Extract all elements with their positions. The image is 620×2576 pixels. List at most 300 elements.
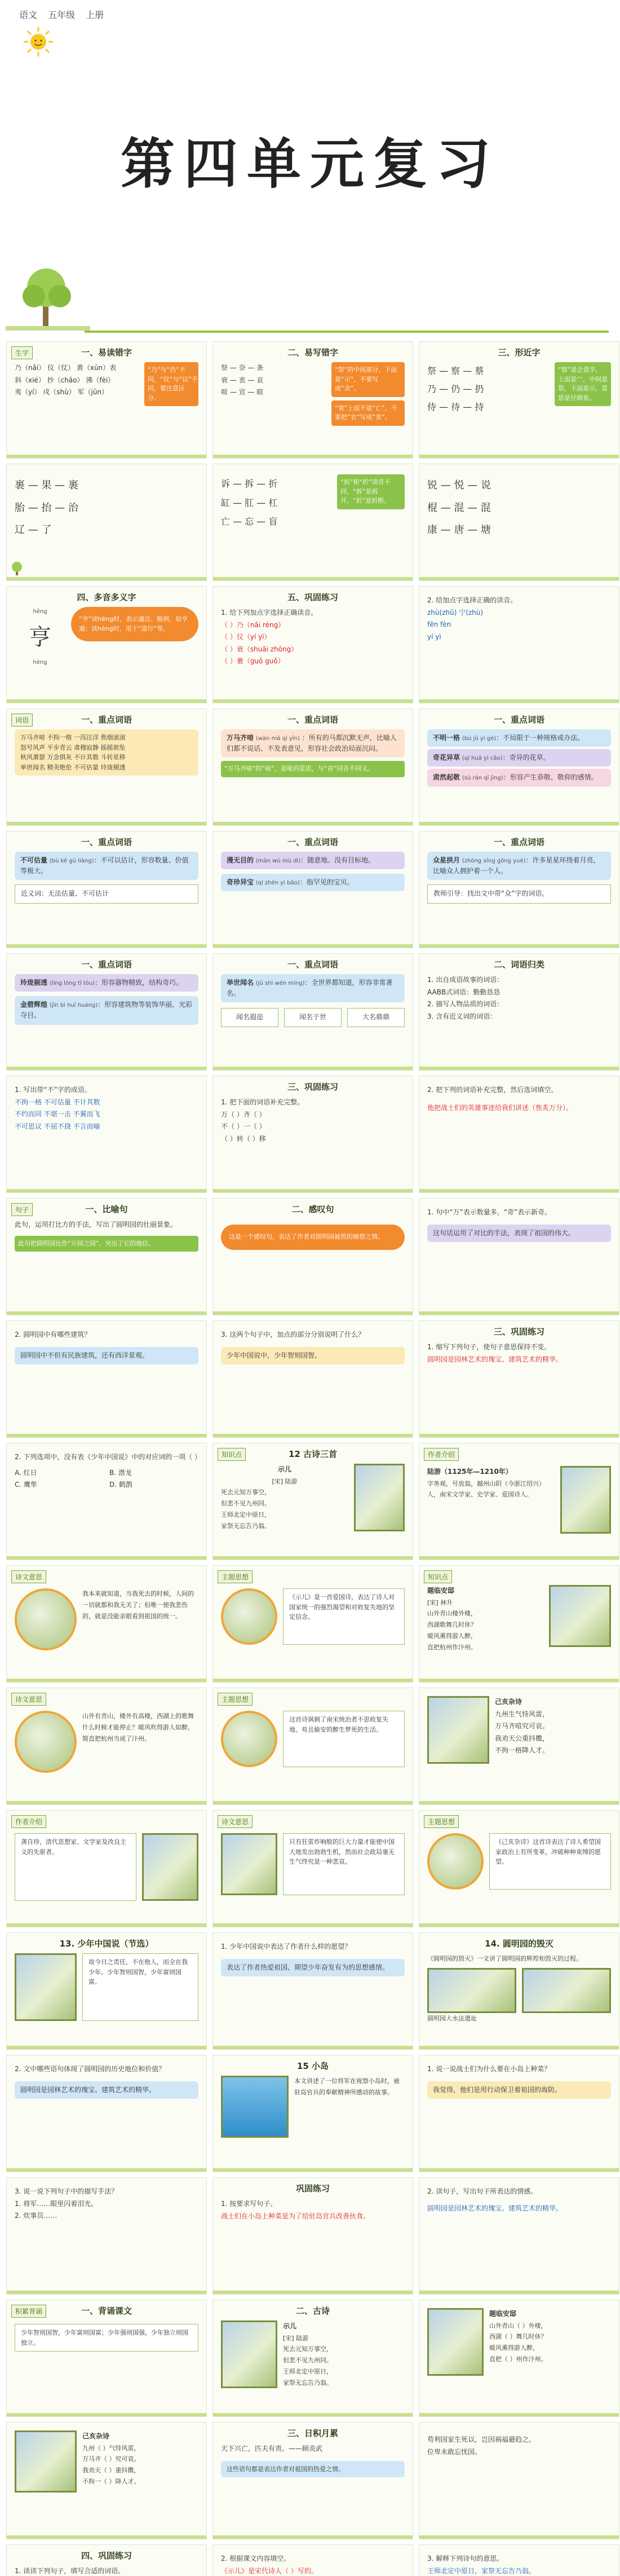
- term-1-pinyin: (màn wú mù dì): [255, 858, 301, 864]
- slide-body: [15, 852, 198, 940]
- slide-body: [221, 1464, 405, 1552]
- term-meaning: ：所有的马都沉默无声，比喻人们都不说话、不发表意见，形容社会政治局面沉闷。: [227, 734, 397, 753]
- term-2-meaning: ：形容建筑物等装饰华丽，光彩夺目。: [20, 1001, 193, 1020]
- line-2: 不约而同 不堪一击 不翼而飞: [15, 1110, 100, 1119]
- note-bubble: “亨”读hēng时，表示通达、顺利，如亨通；读hèng时，用于“道行”等。: [71, 607, 198, 641]
- line-3: 亡 — 忘 — 盲: [221, 516, 278, 527]
- slide-poem-theme-2[interactable]: [212, 1688, 413, 1805]
- slide-body: [427, 974, 611, 1062]
- slide-title: 二、词语归类: [493, 959, 544, 970]
- definition-box-1: [427, 729, 611, 747]
- term-1: 玲珑剔透: [20, 979, 48, 987]
- slide-daily-accumulation[interactable]: [212, 2422, 413, 2539]
- slide-yuanmingyuan-question[interactable]: [6, 2055, 207, 2172]
- slide-title: 一、重点词语: [81, 959, 132, 970]
- slide-title: 15 小岛: [296, 2061, 329, 2071]
- slide-similar-chars-4[interactable]: [419, 464, 619, 581]
- lesson-text: 故今日之责任，不在他人，而全在我少年。少年智则国智，少年富则国富。: [82, 1953, 198, 2021]
- slide-body: [221, 474, 405, 573]
- slide-sentence-analysis[interactable]: [419, 1198, 619, 1315]
- term-meaning: ：全世界都知道，形容非常著名。: [227, 979, 393, 998]
- slide-tag: 主题思想: [218, 1570, 253, 1583]
- poem-line-3: 王师北定中原日，: [221, 1511, 271, 1518]
- quote: 天下兴亡，匹夫有责。——顾炎武: [221, 2445, 323, 2452]
- slide-body: [15, 2186, 198, 2286]
- slide-choice-question[interactable]: [6, 1443, 207, 1560]
- lesson-illustration: [15, 1953, 77, 2021]
- term-2-pinyin: (qí huā yì cǎo): [462, 755, 503, 762]
- slide-practice-4[interactable]: [419, 1076, 619, 1193]
- term-1-meaning: ：随意地、没有目标地。: [300, 856, 375, 864]
- slide-metaphor[interactable]: [6, 1198, 207, 1315]
- term: 众星拱月: [433, 856, 460, 864]
- slide-poem-lin-an[interactable]: [419, 1565, 619, 1683]
- slide-key-word-3[interactable]: [6, 831, 207, 948]
- slide-body: [221, 729, 405, 817]
- slide-body: [427, 2553, 611, 2576]
- slide-title: 一、重点词语: [81, 715, 132, 725]
- term-pinyin: (wàn mǎ qí yīn): [255, 736, 300, 742]
- answer: 战士们在小岛上种菜是为了给驻岛官兵改善伙食。: [221, 2212, 370, 2220]
- slide-title: 14. 圆明园的毁灭: [485, 1939, 553, 1949]
- line-1: 裹 — 果 — 裹: [15, 479, 78, 491]
- slide-practice-2[interactable]: [419, 586, 619, 703]
- poem-illustration: [427, 1696, 489, 1764]
- term-2: 奇花异草: [433, 754, 460, 762]
- slide-title: 一、比喻句: [85, 1204, 128, 1214]
- poem-line-4: 不拘一（ ）降人才。: [82, 2477, 140, 2485]
- poem-author: [宋] 林升: [427, 1599, 453, 1606]
- slide-title: 三、巩固练习: [493, 1327, 544, 1337]
- term: 举世闻名: [227, 979, 254, 987]
- term-pinyin: (bù kě gū liàng): [49, 858, 94, 864]
- slide-key-word-1[interactable]: [212, 708, 413, 826]
- line-3: （ ）转（ ）移: [221, 1134, 266, 1143]
- slide-title: 一、重点词语: [287, 715, 338, 725]
- definition-box: [15, 852, 198, 880]
- slide-body: [427, 1585, 611, 1674]
- line-2: 乃 — 仍 — 扔: [427, 384, 484, 394]
- slide-tag: 诗文意思: [218, 1815, 253, 1828]
- slide-author-gong[interactable]: [6, 1810, 207, 1927]
- poem-line-4: 家祭无忘告乃翁。: [221, 1522, 271, 1530]
- slide-body: [15, 474, 198, 573]
- author-bio: 字务观，号放翁，越州山阴（今浙江绍兴）人，南宋文学家、史学家、爱国诗人。: [427, 1479, 545, 1499]
- poem-title: 题临安邸: [427, 1587, 455, 1595]
- option-b[interactable]: B. 潜龙: [109, 1468, 132, 1477]
- question: 2. 文中哪些语句体现了圆明园的历史地位和价值？: [15, 2065, 166, 2073]
- line-2: 斜（xié） 抄（chāo） 沸（fèi）: [15, 376, 115, 384]
- meaning-text: 我本来就知道，当我死去的时候，人间的一切就都和我无关了；但唯一使我悲伤的，就是没能亲眼看到祖国的统一。: [82, 1590, 194, 1620]
- slide-poem-fill-2[interactable]: [6, 2422, 207, 2539]
- photo-ruins: [427, 1968, 516, 2013]
- term-2-pinyin: (jīn bì huī huáng): [49, 1002, 98, 1009]
- slide-key-word-6[interactable]: [6, 953, 207, 1071]
- answer-box: 表达了作者热爱祖国、期望少年奋发有为的思想感情。: [221, 1959, 405, 1976]
- slide-body: [427, 1084, 611, 1184]
- line-1: 乃（nǎi） 仪（仗） 黄（xūn）表: [15, 364, 117, 372]
- question: 1. 按要求写句子。: [221, 2200, 277, 2208]
- term-pinyin: (zhòng xīng gǒng yuè): [462, 858, 526, 864]
- slide-poem-theme-1[interactable]: [212, 1565, 413, 1683]
- slide-body: [15, 2430, 198, 2531]
- question: 3. 解释下列诗句的意思。: [427, 2555, 504, 2562]
- slide-title: 四、巩固练习: [81, 2551, 132, 2561]
- term-3-meaning: ：形容产生恭敬、敬仰的感情。: [503, 773, 598, 782]
- line-2: 2. 炊事员……: [15, 2212, 57, 2220]
- slide-island-question[interactable]: [419, 2055, 619, 2172]
- slide-body: [15, 1588, 198, 1674]
- option-2: 闻名于世: [284, 1008, 342, 1027]
- term-3: 肃然起敬: [433, 773, 460, 782]
- line-1: 祭 — 察 — 蔡: [427, 366, 484, 376]
- line-3: 夷（yí） 戍（shù） 军（jūn）: [15, 388, 109, 397]
- note-bubble: 这是一个感叹句，表达了作者对圆明园被毁的痛惜之情。: [221, 1225, 405, 1250]
- slide-body: [427, 852, 611, 940]
- term-2-pinyin: (qí zhēn yì bǎo): [255, 880, 300, 887]
- slide-poem-jihai[interactable]: [419, 1688, 619, 1805]
- slide-key-words-list[interactable]: [6, 708, 207, 826]
- line-1: 诉 — 拆 — 折: [221, 478, 278, 489]
- line-2: fēn fèn: [427, 620, 451, 629]
- slide-body: [15, 1329, 198, 1429]
- slide-tag: 作者介绍: [11, 1815, 46, 1828]
- line-3: 不可思议 不屈不挠 不言而喻: [15, 1122, 100, 1130]
- note-box: “拆”和“折”读音不同，“拆”是拆开，“折”是折断。: [337, 474, 405, 509]
- line-4: 3. 含有近义词的词语：: [427, 1012, 497, 1020]
- slide-author-luyou[interactable]: [419, 1443, 619, 1560]
- line-3: 秋风萧瑟 万念俱灰 不计其数 斗转星移: [20, 754, 126, 761]
- line-3: 2. 描写人物品质的词语：: [427, 1000, 504, 1009]
- slide-yuanmingyuan[interactable]: [419, 1932, 619, 2050]
- slide-body: [221, 2443, 405, 2531]
- slide-body: [15, 1084, 198, 1184]
- tree-icon: [6, 265, 90, 333]
- slides-grid: [0, 341, 620, 2576]
- slide-body: [15, 2565, 198, 2576]
- slide-key-word-2[interactable]: [419, 708, 619, 826]
- slide-body: [221, 1941, 405, 2041]
- line-2: 棍 — 混 — 混: [427, 501, 491, 514]
- line-1: 不拘一格 不可估量 不计其数: [15, 1098, 100, 1106]
- poem-illustration: [354, 1464, 405, 1531]
- slide-title: 一、重点词语: [493, 715, 544, 725]
- line-1: 1. 出自成语故事的词语：: [427, 976, 504, 984]
- option-d[interactable]: D. 鹤鹊: [109, 1481, 132, 1489]
- theme-text: 这首诗讽刺了南宋统治者不思收复失地、苟且偷安的醉生梦死的生活。: [283, 1711, 405, 1767]
- option-1: 闻名遐迩: [221, 1008, 278, 1027]
- polyphonic-char: 亨: [29, 624, 51, 650]
- slide-poem-meaning-2[interactable]: [6, 1688, 207, 1805]
- slide-body: [221, 1711, 405, 1796]
- line-2: 胎 — 抬 — 治: [15, 501, 78, 514]
- slide-body: [427, 1341, 611, 1429]
- meaning-text: 山外有青山，楼外有高楼，西湖上的歌舞什么时候才能停止？暖风吹得游人如醉，简直把杭州当成了汴州。: [82, 1712, 194, 1742]
- slide-body: [15, 1451, 202, 1552]
- slide-poem-meaning-3[interactable]: [212, 1810, 413, 1927]
- slide-title: 三、日积月累: [287, 2428, 338, 2438]
- slide-body: [221, 1219, 405, 1307]
- term-3-pinyin: (sù rán qǐ jìng): [462, 775, 503, 782]
- slide-word-classification[interactable]: [419, 953, 619, 1071]
- slide-similar-chars-2[interactable]: [6, 464, 207, 581]
- option-c[interactable]: C. 鹰隼: [15, 1481, 38, 1489]
- note-box: “万马齐喑”的“喑”，是哑的意思，与“音”同音不同义。: [221, 761, 405, 777]
- note-box: 近义词：无法估量、不可估计: [15, 884, 198, 903]
- slide-poem-meaning-1[interactable]: [6, 1565, 207, 1683]
- term-meaning: ：许多星星环绕着月亮，比喻众人拥护着一个人。: [433, 856, 600, 875]
- poem-illustration: [427, 2308, 484, 2376]
- quote-1: 苟利国家生死以，岂因祸福避趋之。: [427, 2436, 536, 2443]
- note-box: “乃”与“仍”不同，“仪”与“议”不同，要注意区分。: [144, 362, 198, 406]
- answer-box: 少年中国说中，少年智则国智。: [221, 1347, 405, 1364]
- slide-body: [15, 2063, 198, 2164]
- reading-1: hēng: [33, 609, 47, 615]
- term-1-meaning: ：不局限于一种规格或办法。: [496, 734, 584, 742]
- poem-title: 己亥杂诗: [495, 1698, 522, 1706]
- poem-line-2: 但悲不见九州同。: [221, 1500, 271, 1508]
- term-1-meaning: ：形容器物精致，结构奇巧。: [95, 979, 183, 987]
- poem-line-2: 万马齐喑究可哀。: [495, 1722, 550, 1730]
- meaning-text: 只有狂雷炸响般的巨大力量才能使中国大地发出勃勃生机，然而社会政局毫无生气终究是一种悲哀。: [283, 1833, 405, 1895]
- term-meaning: ：不可以估计，形容数量、价值等极大。: [20, 856, 189, 875]
- definition-box-1: [221, 852, 405, 869]
- slide-body: [427, 729, 611, 817]
- slide-tag: 知识点: [424, 1570, 452, 1583]
- slide-body: [221, 2198, 405, 2286]
- note-box: 这句话运用了对比的手法，表现了祖国的伟大。: [427, 1225, 611, 1242]
- slide-practice-7[interactable]: [419, 2177, 619, 2295]
- slide-tag: 诗文意思: [11, 1570, 46, 1583]
- lesson-text: 《圆明园的毁灭》一文讲了圆明园的辉煌和毁灭的过程。: [427, 1955, 582, 1962]
- poem-line-2: 万马齐（ ）究可哀。: [82, 2455, 140, 2463]
- slide-tag: 句子: [11, 1203, 33, 1216]
- line-1: 1. 将军……眼里闪着泪光。: [15, 2199, 98, 2208]
- definition-box: [221, 729, 405, 758]
- slide-body: [15, 607, 198, 695]
- slide-young-china[interactable]: [6, 1932, 207, 2050]
- poem-line-1: 九州（ ）气恃风雷，: [82, 2444, 140, 2452]
- slide-exclamation[interactable]: [212, 1198, 413, 1315]
- slide-question-young-china[interactable]: [212, 1320, 413, 1438]
- slide-easy-misread[interactable]: [6, 341, 207, 459]
- words-box: [15, 729, 198, 776]
- slide-practice-3[interactable]: [212, 1076, 413, 1193]
- slide-ancient-poem[interactable]: [212, 2300, 413, 2417]
- answer: 圆明园是园林艺术的瑰宝、建筑艺术的精华。: [427, 2204, 563, 2212]
- slide-title: [7, 346, 206, 358]
- note-box: 这些语句都是表达作者对祖国的热爱之情。: [221, 2461, 405, 2478]
- poem-line-3: 王师北定中原日，: [283, 2367, 333, 2375]
- line-1: 祭 — 奈 — 条: [221, 364, 264, 372]
- item-3: （ ）衰（shuāi zhōng）: [221, 645, 298, 653]
- grade-label: 五年级: [48, 10, 76, 20]
- recite-text: 少年智则国智，少年富则国富；少年强则国强，少年独立则国独立。: [15, 2324, 198, 2352]
- slide-body: [15, 1953, 198, 2041]
- line-3: yí yì: [427, 632, 441, 641]
- cover-slide: [0, 0, 620, 338]
- photo-caption: 圆明园大水法遗址: [427, 2014, 477, 2022]
- slide-body: [427, 2186, 611, 2286]
- poem-line-4: 家祭无忘告乃翁。: [283, 2379, 333, 2386]
- question: 1. 少年中国说中表达了作者什么样的愿望？: [221, 1943, 352, 1950]
- slide-description-methods[interactable]: [6, 2177, 207, 2295]
- line-1: 锐 — 悦 — 说: [427, 479, 491, 491]
- slide-body: [221, 1833, 405, 1919]
- line-3: 喧 — 宣 — 暄: [221, 388, 264, 397]
- poem-author: [宋] 陆游: [283, 2334, 309, 2342]
- slide-key-word-5[interactable]: [419, 831, 619, 948]
- poem-line-4: 不拘一格降人才。: [495, 1746, 550, 1755]
- cover-header: [19, 8, 112, 21]
- slide-body: [221, 2320, 405, 2408]
- subject-label: 语文: [19, 10, 38, 20]
- slide-body: [221, 974, 405, 1062]
- tree-icon: [10, 561, 24, 576]
- slide-practice-1[interactable]: [212, 586, 413, 703]
- poem-line-4: 直把（ ）州作汴州。: [489, 2355, 547, 2363]
- slide-practice-9[interactable]: [212, 2544, 413, 2576]
- poem-line-2: 但悲不见九州同。: [283, 2357, 333, 2364]
- slide-practice-6[interactable]: [212, 2177, 413, 2295]
- slide-practice-5[interactable]: [419, 1320, 619, 1438]
- poem-line-1: 九州生气恃风雷，: [495, 1710, 550, 1718]
- slide-title: 一、背诵课文: [81, 2306, 132, 2316]
- item-4: （ ）裹（guǒ guǒ）: [221, 657, 285, 666]
- term-2: 奇珍异宝: [227, 878, 254, 887]
- note-box: 教师引导：找出文中带“众”字的词语。: [427, 884, 611, 903]
- question: 1. 给下列加点字选择正确读音。: [221, 609, 318, 617]
- poem-line-4: 直把杭州作汴州。: [427, 1643, 477, 1651]
- poem-line-1: 山外青山楼外楼，: [427, 1610, 477, 1618]
- slide-title: 四、多音多义字: [77, 592, 136, 602]
- slide-body: [221, 2553, 405, 2576]
- poem-illustration: [221, 2320, 277, 2388]
- text: 圆明园是园林艺术的瑰宝、建筑艺术的精华。: [427, 1355, 563, 1363]
- theme-text: 《示儿》是一首爱国诗，表达了诗人对国家统一的强烈渴望和对收复失地的坚定信念。: [283, 1588, 405, 1645]
- poem-illustration: [221, 1833, 277, 1895]
- question: 1. 把下面的词语补充完整。: [221, 1098, 304, 1106]
- option-a[interactable]: A. 红日: [15, 1468, 37, 1477]
- slide-title: 巩固练习: [295, 2183, 330, 2194]
- poem-title: 题临安邸: [489, 2310, 517, 2318]
- line-1: 万马齐喑 不拘一格 一泻汪洋 焦烟滚滚: [20, 734, 126, 741]
- line-2: 怒号风声 平步青云 肃穆寂静 摇摇欲坠: [20, 743, 126, 751]
- slide-tag: 主题思想: [218, 1693, 253, 1706]
- question: 1. 缩写下列句子，使句子意思保持不变。: [427, 1343, 551, 1351]
- slide-body: [427, 362, 611, 450]
- slide-body: [221, 1097, 405, 1184]
- slide-bu-idioms[interactable]: [6, 1076, 207, 1193]
- slide-body: [15, 2320, 198, 2408]
- slide-title: 一、重点词语: [81, 837, 132, 847]
- question: 3. 说一说下列句子中的描写手法？: [15, 2187, 118, 2195]
- term-pinyin: (jǔ shì wén míng): [255, 980, 305, 987]
- definition-box-3: [427, 769, 611, 786]
- slide-body: [427, 1833, 611, 1919]
- slide-body: [427, 1953, 611, 2041]
- answer: 王师北定中原日，家祭无忘告乃翁。: [427, 2566, 536, 2575]
- definition-box: [221, 974, 405, 1002]
- slide-body: [15, 974, 198, 1062]
- slide-title: 12 古诗三首: [288, 1449, 338, 1459]
- sun-icon: [23, 26, 54, 58]
- lesson-text: 本文讲述了一位将军在视察小岛时，被驻岛官兵的奉献精神所感动的故事。: [294, 2077, 400, 2096]
- slide-title: 二、古诗: [295, 2306, 330, 2316]
- slide-island[interactable]: [212, 2055, 413, 2172]
- slide-young-china-question[interactable]: [212, 1932, 413, 2050]
- poem-illustration: [549, 1585, 611, 1647]
- slide-tag: 诗文意思: [11, 1693, 46, 1706]
- note-box-2: “衰”上面不是“亡”，不要把“衣”写成“衷”。: [331, 400, 405, 426]
- poem-line-2: 西湖（ ）舞几时休？: [489, 2333, 547, 2341]
- answer: 《示儿》是宋代诗人（ ）写的。: [221, 2566, 318, 2575]
- slide-body: [15, 362, 198, 450]
- slide-similar-chars[interactable]: [419, 341, 619, 459]
- answer-box: 圆明园中不但有民族建筑，还有西洋景观。: [15, 1347, 198, 1364]
- slide-similar-chars-3[interactable]: [212, 464, 413, 581]
- slide-title: 三、巩固练习: [287, 1082, 338, 1092]
- question: 3. 这两个句子中，加点的部分分别说明了什么？: [221, 1331, 365, 1338]
- slide-poem-theme-3[interactable]: [419, 1810, 619, 1927]
- slide-body: [15, 1711, 198, 1796]
- poem-illustration: [221, 1588, 277, 1645]
- slide-question-buildings[interactable]: [6, 1320, 207, 1438]
- line-1: 万（ ）齐（ ）: [221, 1110, 266, 1119]
- slide-easy-miswrite[interactable]: [212, 341, 413, 459]
- slide-practice-8[interactable]: [6, 2544, 207, 2576]
- question: 2. 给加点字选择正确的读音。: [427, 596, 517, 604]
- line-2: 不（ ）一（ ）: [221, 1122, 266, 1131]
- slide-poems-intro[interactable]: [212, 1443, 413, 1560]
- question: 1. 说一说战士们为什么要在小岛上种菜？: [427, 2065, 551, 2073]
- poem-line-3: 暖风熏得游人醉，: [489, 2344, 539, 2352]
- line-3: 辽 — 了: [15, 524, 52, 536]
- slide-tag: 知识点: [218, 1448, 246, 1461]
- note-box-1: “祭”的中间部分，下面是“示”，不要写成“余”。: [331, 362, 405, 397]
- text: 此句，运用打比方的手法，写出了圆明园的壮丽景象。: [15, 1221, 178, 1228]
- slide-body: [15, 729, 198, 817]
- term: 不可估量: [20, 856, 48, 864]
- slide-body: [427, 2063, 611, 2164]
- slide-recite[interactable]: [6, 2300, 207, 2417]
- slide-body: [427, 2434, 611, 2531]
- slide-body: [221, 1588, 405, 1674]
- answer-box: 圆明园是园林艺术的瑰宝、建筑艺术的精华。: [15, 2081, 198, 2099]
- slide-title: 13. 少年中国说（节选）: [59, 1939, 154, 1949]
- slide-practice-10[interactable]: [419, 2544, 619, 2576]
- slide-title: 一、重点词语: [493, 837, 544, 847]
- poem-illustration: [15, 2430, 77, 2493]
- slide-patriotic-quotes[interactable]: [419, 2422, 619, 2539]
- term-1: 漫无目的: [227, 856, 254, 864]
- slide-key-word-4[interactable]: [212, 831, 413, 948]
- slide-poem-fill-1[interactable]: [419, 2300, 619, 2417]
- slide-tag: 积累背诵: [11, 2305, 46, 2318]
- definition-box: [427, 852, 611, 880]
- question: 2. 读句子，写出句子所表达的情感。: [427, 2187, 538, 2195]
- slide-polyphonic[interactable]: [6, 586, 207, 703]
- slide-key-word-7[interactable]: [212, 953, 413, 1071]
- theme-text: 《己亥杂诗》这首诗表达了诗人希望国家政治上有所变革，冲破种种束缚的愿望。: [489, 1833, 611, 1890]
- island-photo: [221, 2076, 289, 2138]
- definition-box-2: [221, 874, 405, 891]
- poem-illustration: [427, 1833, 484, 1890]
- poem-line-3: 我劝天（ ）重抖擞，: [82, 2467, 140, 2474]
- slide-tag: 生字: [11, 346, 33, 359]
- reading-2: hèng: [33, 659, 47, 666]
- poem-illustration: [15, 1588, 77, 1650]
